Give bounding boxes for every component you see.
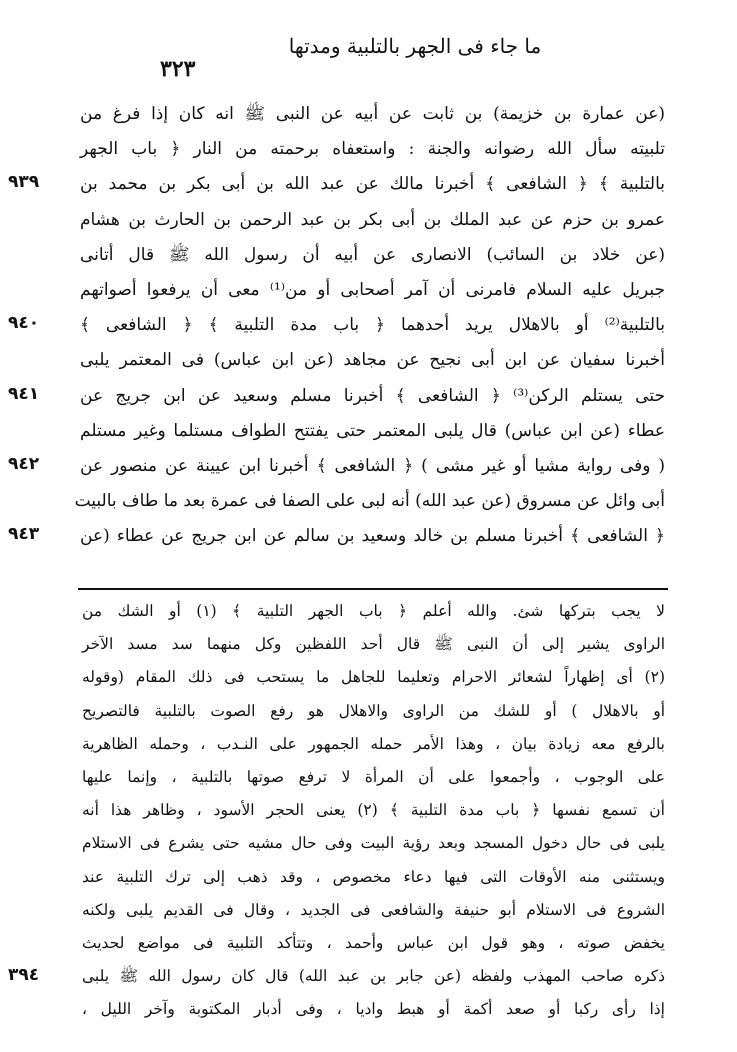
page-header [0,0,737,95]
footnote-line: أن تسمع نفسها ﴿ باب مدة التلبية ﴾ (٢) يعنى الحجر الأسود ، وظاهر هذا أنه [82,801,665,820]
footnote-line: ويستثنى منه الأوقات التى فيها دعاء مخصوص ، وقد ذهب إلى ترك التلبية عند [82,867,665,886]
text-line: بالتلبية ﴾ ﴿ الشافعى ﴾ أخبرنا مالك عن عبد الله بن أبى بكر بن محمد بن [80,174,665,195]
footnote-line: يلبى فى حال دخول المسجد وبعد رؤية البيت وفى حال مشيه حتى يشرع فى الاستلام [82,834,665,853]
footnote-hadith-number: ٣٩٤ [8,965,40,986]
text-line: أبى وائل عن مسروق (عن عبد الله) أنه لبى على الصفا فى عمرة بعد ما طاف بالبيت [74,491,665,512]
page-number: ٣٢٣ [160,56,196,82]
page-title: ما جاء فى الجهر بالتلبية ومدتها [288,34,542,58]
text-line: (عن عمارة بن خزيمة) بن ثابت عن أبيه عن النبى ﷺ انه كان إذا فرغ من [80,104,665,124]
footnote-line: بالرفع معه زيادة بيان ، وهذا الأمر حمله الجمهور على النـدب ، وحمله الظاهرية [82,734,665,753]
hadith-number: ٩٤٠ [8,313,40,334]
footnote-line: يخفض صوته ، وهو قول ابن عباس وأحمد ، وتتأكد التلبية فى مواضع لحديث [82,934,665,952]
text-line: ﴿ الشافعى ﴾ أخبرنا مسلم بن خالد وسعيد بن سالم عن ابن جريج عن عطاء (عن [80,526,665,547]
hadith-number: ٩٤٣ [8,524,40,545]
footnote-line: أو بالاهلال ) أو للشك من الراوى والاهلال هو رفع الصوت بالتلبية فالتصريح [82,701,665,720]
text-line: أخبرنا سفيان عن ابن أبى نجيح عن مجاهد (عن ابن عباس) فى المعتمر يلبى [80,350,665,371]
text-line: (عن خلاد بن السائب) الانصارى عن أبيه أن رسول الله ﷺ قال أتانى [80,244,665,265]
text-line: بالتلبية⁽²⁾ أو بالاهلال يريد أحدهما ﴿ باب مدة التلبية ﴾ ﴿ الشافعى ﴾ [80,315,665,336]
footnote-line: الراوى يشير إلى أن النبى ﷺ قال أحد اللفظين وكل منهما سد مسد الآخر [82,635,665,654]
footnote-divider [78,588,668,590]
footnote-line: إذا رأى ركبا أو صعد أكمة أو هبط واديا ، وفى أدبار المكتوبة وآخر الليل ، [82,1000,665,1019]
text-line: عمرو بن حزم عن عبد الملك بن أبى بكر بن عبد الرحمن بن الحارث بن هشام [80,209,665,230]
hadith-number: ٩٤١ [8,383,40,404]
text-line: جبريل عليه السلام فامرنى أن آمر أصحابى أو من⁽¹⁾ معى أن يرفعوا أصواتهم [80,280,666,300]
hadith-number: ٩٣٩ [8,172,40,193]
hadith-number: ٩٤٢ [8,454,40,474]
text-line: حتى يستلم الركن⁽³⁾ ﴿ الشافعى ﴾ أخبرنا مسلم وسعيد عن ابن جريج عن [80,385,665,406]
text-line: ( وفى رواية مشيا أو غير مشى ) ﴿ الشافعى ﴾ أخبرنا ابن عيينة عن منصور عن [80,456,665,476]
footnote-line: لا يجب بتركها شئ. والله أعلم ﴿ باب الجهر التلبية ﴾ (١) أو الشك من [82,602,665,620]
footnote-line: الشروع فى الاستلام أبو حنيفة والشافعى فى الجديد ، وقال فى القديم يلبى ولكنه [82,900,665,919]
text-line: عطاء (عن ابن عباس) قال يلبى المعتمر حتى يفتتح الطواف مستلما وغير مستلم [80,420,665,441]
text-line: تلبيته سأل الله رضوانه والجنة : واستعفاه برحمته من النار ﴿ باب الجهر [80,139,665,160]
footnote-line: ذكره صاحب المهذب ولفظه (عن جابر بن عبد الله) قال كان رسول الله ﷺ يلبى [82,967,665,986]
footnote-line: (٢) أى إظهاراً لشعائر الاحرام وتعليما للجاهل ما يستحب فى ذلك المقام (وقوله [82,668,665,687]
footnote-line: على الوجوب ، وأجمعوا على أن المرأة لا ترفع صوتها بالتلبية ، وإنما عليها [82,768,665,786]
